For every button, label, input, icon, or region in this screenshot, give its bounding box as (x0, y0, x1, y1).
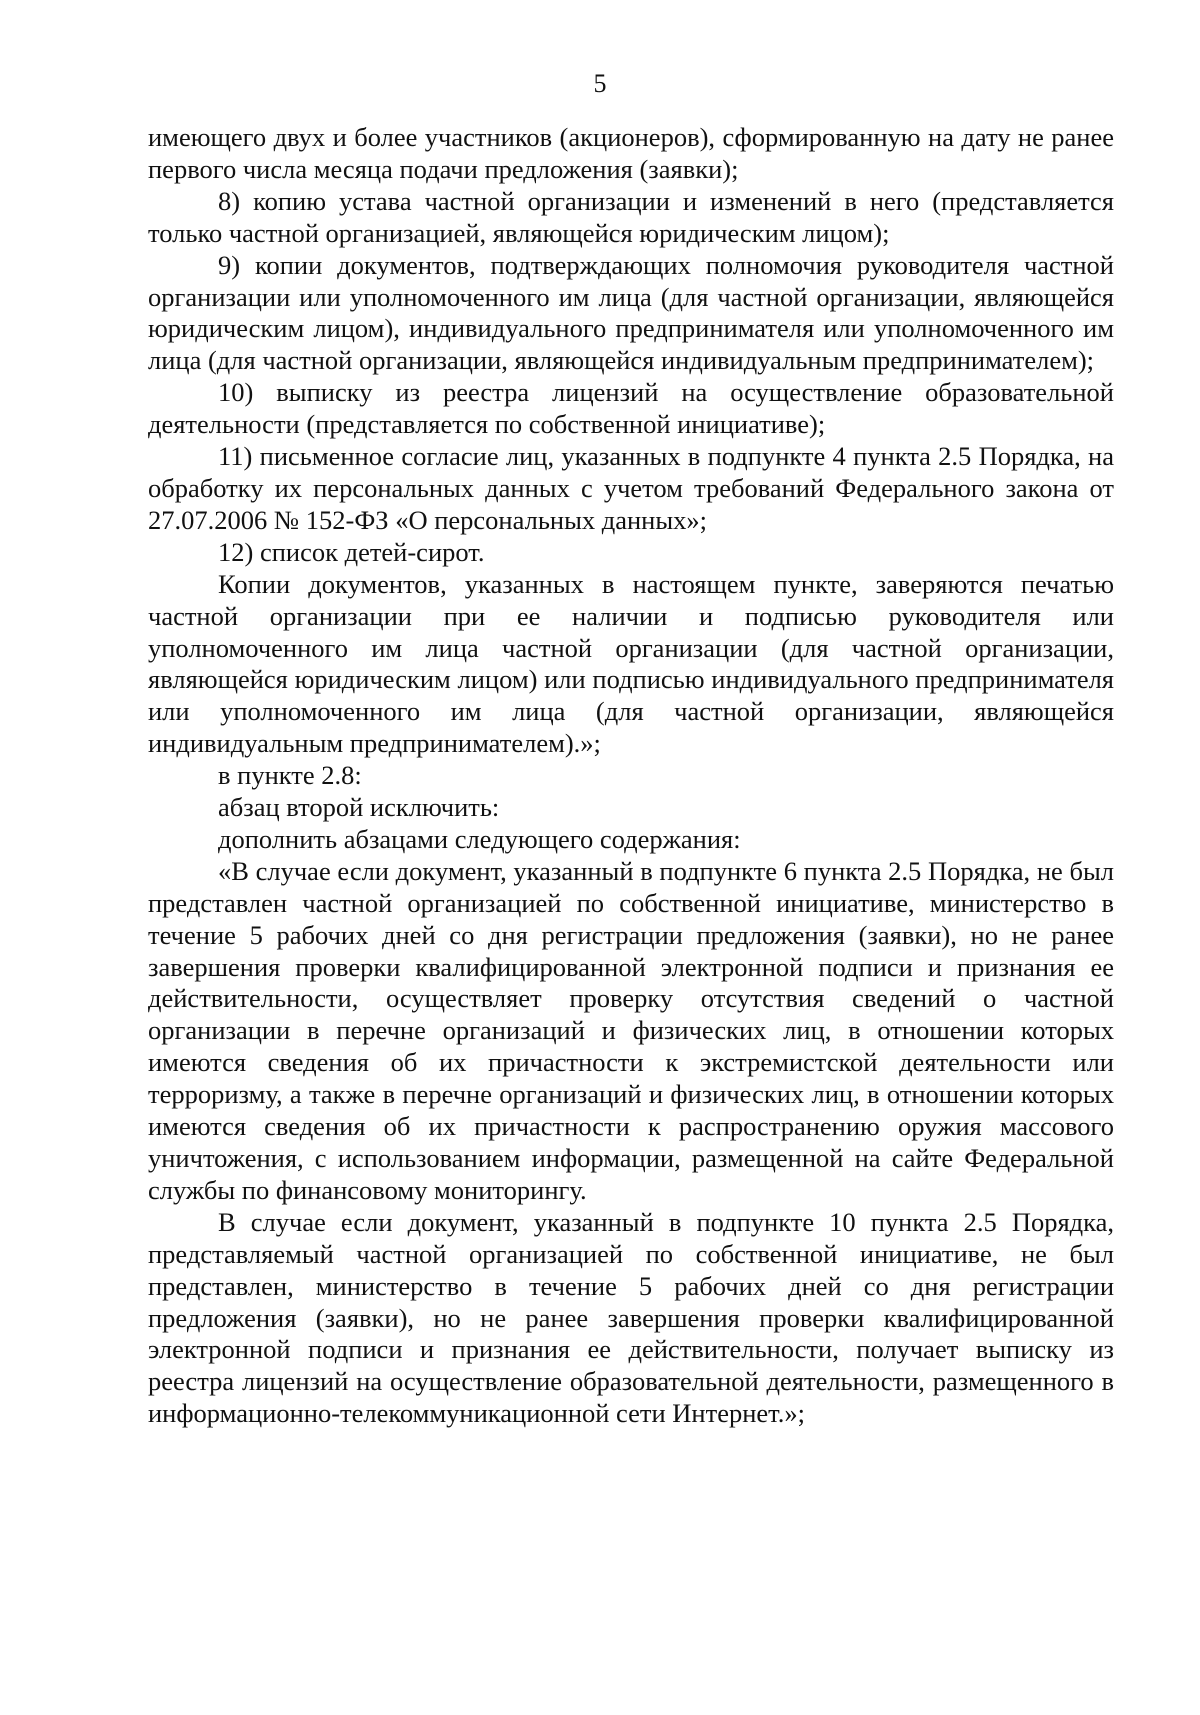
paragraph-quote-document-10: В случае если документ, указанный в подпункте 10 пункта 2.5 Порядка, представляемый частной организацией по собственной инициативе, не был представлен, министерство в течение 5 рабочих дней со дня регистрации предложения (заявки), но не ранее завершения проверки квалифицированной электронной подписи и признания ее действительности, получает выписку из реестра лицензий на осуществление образовательной деятельности, размещенного в информационно-телекоммуникационной сети Интернет.»; (148, 1206, 1114, 1429)
paragraph-item-10: 10) выписку из реестра лицензий на осуществление образовательной деятельности (представляется по собственной инициативе); (148, 377, 1114, 440)
paragraph-copies-certification: Копии документов, указанных в настоящем пункте, заверяются печатью частной организации при ее наличии и подписью руководителя или уполномоченного им лица частной организации (для частной организации, являющейся юридическим лицом) или подписью индивидуального предпринимателя или уполномоченного им лица (для частной организации, являющейся индивидуальным предпринимателем).»; (148, 568, 1114, 759)
paragraph-item-12: 12) список детей-сирот. (218, 536, 485, 567)
paragraph-quote-document-6: «В случае если документ, указанный в подпункте 6 пункта 2.5 Порядка, не был представлен частной организацией по собственной инициативе, министерство в течение 5 рабочих дней со дня регистрации предложения (заявки), но не ранее завершения проверки квалифицированной электронной подписи и признания ее действительности, осуществляет проверку отсутствия сведений о частной организации в перечне организаций и физических лиц, в отношении которых имеются сведения об их причастности к экстремистской деятельности или терроризму, а также в перечне организаций и физических лиц, в отношении которых имеются сведения об их причастности к распространению оружия массового уничтожения, с использованием информации, размещенной на сайте Федеральной службы по финансовому мониторингу. (148, 855, 1114, 1205)
paragraph-clause-2-8: в пункте 2.8: (218, 760, 362, 791)
paragraph-item-8: 8) копию устава частной организации и изменений в него (представляется только частной организацией, являющейся юридическим лицом); (148, 185, 1114, 248)
paragraph-item-9: 9) копии документов, подтверждающих полномочия руководителя частной организации или уполномоченного им лица (для частной организации, являющейся юридическим лицом), индивидуального предпринимателя или уполномоченного им лица (для частной организации, являющейся индивидуальным предпринимателем); (148, 249, 1114, 376)
paragraph-item-11: 11) письменное согласие лиц, указанных в подпункте 4 пункта 2.5 Порядка, на обработку их персональных данных с учетом требований Федерального закона от 27.07.2006 № 152-ФЗ «О персональных данных»; (148, 441, 1114, 535)
paragraph-exclude-second: абзац второй исключить: (218, 792, 500, 823)
document-body (148, 122, 1114, 1430)
page-number: 5 (593, 69, 607, 98)
paragraph-continuation: имеющего двух и более участников (акционеров), сформированную на дату не ранее первого числа месяца подачи предложения (заявки); (148, 122, 1114, 184)
paragraph-supplement: дополнить абзацами следующего содержания: (218, 823, 741, 854)
